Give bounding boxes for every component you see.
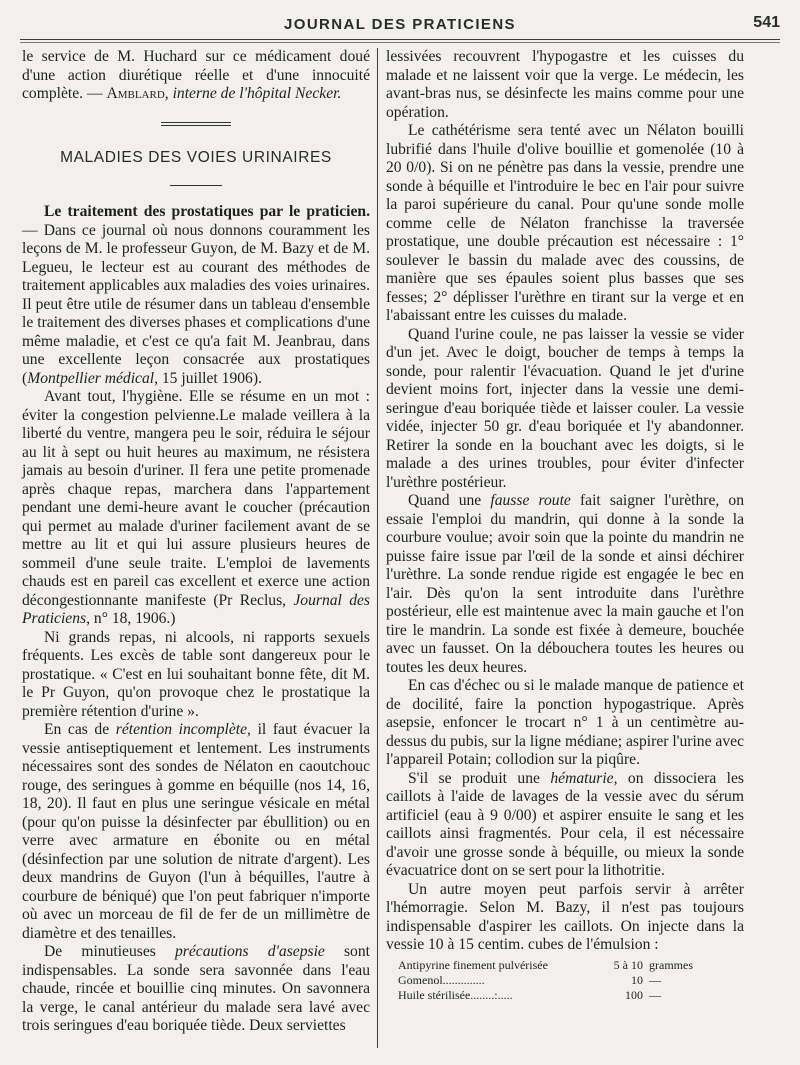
urine-paragraph: Quand l'urine coule, ne pas laisser la vessie se vider d'un jet. Avec le doigt, boucher de temps à temps la sonde, pour ralentir l'évacuation. Quand le jet d'urine devient moins fort, injecter dans la vessie une demi-seringue d'eau boriquée tiède et laisser couler. La vessie vidée, injecter 50 gr. d'eau boriquée et l'y abandonner. Retirer la sonde en la bouchant avec les doigts, si le malade a des urines troubles, pour éviter d'infecter l'urèthre postérieur. (386, 325, 744, 491)
title-separator (170, 185, 222, 186)
asepsis-paragraph: De minutieuses précautions d'asepsie sont indispensables. La sonde sera savonnée dans l'eau chaude, rincée et bouillie cinq minutes. On savonnera la verge, le canal antérieur du malade sera lavé avec trois seringues d'eau boriquée tiède. Deux serviettes (22, 943, 370, 1034)
intro-author: Amblard, (106, 85, 169, 102)
intro-paragraph: le service de M. Huchard sur ce médicament doué d'une action diurétique réelle et d'une innocuité complète. — Amblard, interne de l'hôpital Necker. (22, 48, 370, 102)
article-lead-paragraph: Le traitement des prostatiques par le praticien. — Dans ce journal où nous donnons couramment les leçons de M. le professeur Guyon, de M. Bazy et de M. Legueu, le lecteur est au courant des méthodes de traitement applicables aux maladies des voies urinaires. Il peut être utile de résumer dans un tableau d'ensemble le traitement des diverses phases et complications d'une même maladie, et c'est ce qu'a fait M. Jeanbrau, dans une excellente leçon consacrée aux prostatiques (Montpellier médical, 15 juillet 1906). (22, 203, 370, 387)
false-route-paragraph: Quand une fausse route fait saigner l'urèthre, on essaie l'emploi du mandrin, qui donne à la sonde la courbure voulue; avoir soin que la pointe du mandrin ne puisse faire issue par l'œil de la sonde et ainsi déchirer l'urèthre. La sonde rendue rigide est engagée le bec en l'air. Dès qu'on la sent introduite dans l'urèthre postérieur, elle est maintenue avec la main gauche et l'on tire le mandrin. La sonde est fixée à demeure, bouchée avec un fausset. On la débouchera toutes les heures ou toutes les deux heures. (386, 492, 744, 676)
excess-paragraph: Ni grands repas, ni alcools, ni rapports sexuels fréquents. Les excès de table sont dangereux pour le prostatique. « C'est en lui souhaitant bonne fête, dit M. le Pr Guyon, qu'on provoque chez le prostatique la première rétention d'urine ». (22, 628, 370, 720)
formula-row: Antipyrine finement pulvérisée 5 à 10 grammes (398, 957, 693, 972)
header-rule-secondary (20, 42, 780, 43)
page-header (20, 14, 780, 40)
section-separator (161, 122, 231, 126)
column-divider (377, 48, 378, 1048)
journal-title: JOURNAL DES PRATICIENS (284, 16, 516, 33)
left-column (22, 48, 370, 1036)
article-title: Le traitement des prostatiques par le praticien. (44, 203, 370, 220)
puncture-paragraph: En cas d'échec ou si le malade manque de patience et de docilité, faire la ponction hypogastrique. Après asepsie, enfoncer le trocart n° 1 à un centimètre au-dessus du pubis, sur la ligne médiane; aspirer l'urine avec l'appareil Potain; collodion sur la piqûre. (386, 677, 744, 768)
intro-role: interne de l'hôpital Necker. (172, 85, 342, 102)
page-number: 541 (753, 14, 780, 31)
formula-row: Gomenol.............. 10 — (398, 972, 661, 987)
hematuria-paragraph: S'il se produit une hématurie, on dissociera les caillots à l'aide de lavages de la vessie avec du sérum artificiel (eau à 9 0/00) et aspirer ensuite le sang et les caillots ainsi fragmentés. Pour cela, il est nécessaire d'avoir une grosse sonde à béquille, ou mieux la sonde évacuatrice dont on se sert pour la lithotritie. (386, 769, 745, 879)
catheterism-paragraph: Le cathétérisme sera tenté avec un Nélaton bouilli lubrifié dans l'huile d'olive bouillie et gomenolée (10 à 20 0/0). Si on ne pénètre pas dans la vessie, prendre une sonde à béquille et l'introduire le bec en l'air pour suivre la paroi supérieure du canal. Pour qu'une sonde molle comme celle de Nélaton franchisse la traversée prostatique, une double précaution est nécessaire : 1° soulever le bassin du malade avec des coussins, de manière que ses épaules soient plus basses que ses fesses; 2° déplisser l'urèthre en tirant sur la verge et en l'abaissant entre les cuisses du malade. (386, 122, 744, 324)
continuation-paragraph: lessivées recouvrent l'hypogastre et les cuisses du malade et ne laissent voir que la verge. Le médecin, les avant-bras nus, se désinfecte les mains comme pour une opération. (386, 48, 744, 121)
hygiene-paragraph: Avant tout, l'hygiène. Elle se résume en un mot : éviter la congestion pelvienne.Le malade veillera à la liberté du ventre, mangera peu le soir, réduira le séjour au lit à sept ou huit heures au maximum, ne résistera jamais au besoin d'uriner. Il fera une petite promenade après chaque repas, marchera dans l'appartement pendant une demi-heure avant le coucher (précaution qui permet au malade d'uriner facilement avant de se mettre au lit et qui lui assure plusieurs heures de sommeil d'une seule traite. L'emploi de lavements chauds est en pareil cas excellent et exerce une action décongestionnante manifeste (Pr Reclus, Journal des Praticiens, n° 18, 1906.) (22, 388, 370, 627)
right-column (386, 48, 744, 1003)
section-title: MALADIES DES VOIES URINAIRES (60, 148, 332, 166)
hemorrhage-paragraph: Un autre moyen peut parfois servir à arrêter l'hémorragie. Selon M. Bazy, il n'est pas toujours indispensable d'aspirer les caillots. On injecte dans la vessie 10 à 15 centim. cubes de l'émulsion : (386, 880, 744, 953)
formula-row: Huile stérilisée........:..... 100 — (398, 987, 661, 1002)
retention-paragraph: En cas de rétention incomplète, il faut évacuer la vessie antiseptiquement et lentement. Les instruments nécessaires sont des sondes de Nélaton en caoutchouc rouge, des seringues à gomme en béquille (nos 14, 16, 18, 20). Il faut en plus une seringue vésicale en métal (pour qu'on puisse la désinfecter par ébullition) ou en verre avec armature en ébonite ou en métal (désinfection par une solution de nitrate d'argent). Les deux mandrins de Guyon (l'un à béquilles, l'autre à courbure de béniqué) que l'on peut fabriquer n'importe où avec un morceau de fil de fer de un millimètre de diamètre et des tenailles. (22, 721, 370, 942)
header-rule (20, 39, 780, 40)
emulsion-formula (386, 958, 744, 1003)
